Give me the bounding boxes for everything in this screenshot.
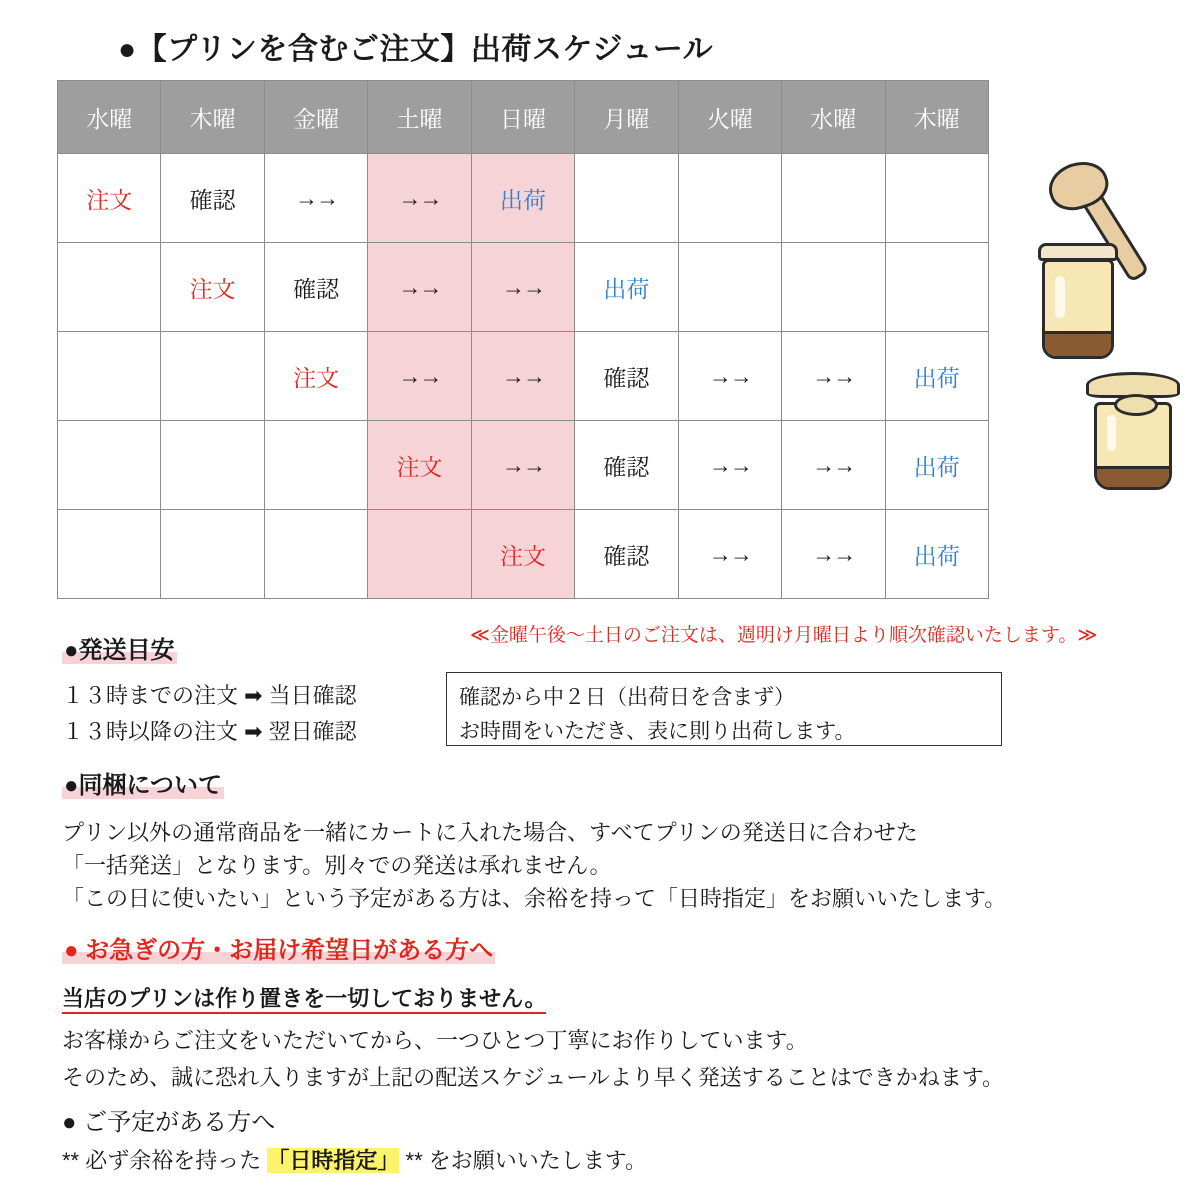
table-header-row xyxy=(58,81,989,154)
shipping-guide-line-1: １３時までの注文 ➡ 当日確認 xyxy=(62,683,357,708)
table-cell: →→ xyxy=(782,332,885,421)
table-cell: 確認 xyxy=(575,332,678,421)
table-cell xyxy=(678,243,781,332)
section-heading-text: ●発送目安 xyxy=(64,637,175,664)
table-cell: 確認 xyxy=(575,421,678,510)
table-cell: 確認 xyxy=(575,510,678,599)
table-cell xyxy=(58,243,161,332)
pudding-jar-caramel xyxy=(1043,331,1114,358)
hurry-emphasis-text: 当店のプリンは作り置きを一切しておりません。 xyxy=(62,986,546,1014)
bundling-line-3: 「この日に使いたい」という予定がある方は、余裕を持って「日時指定」をお願いいたします。 xyxy=(62,886,1007,911)
table-cell: 出荷 xyxy=(885,421,989,510)
table-cell xyxy=(782,243,885,332)
table-cell: 出荷 xyxy=(575,243,678,332)
table-cell xyxy=(58,332,161,421)
table-cell: →→ xyxy=(471,243,574,332)
table-cell xyxy=(575,154,678,243)
plan-line xyxy=(62,1143,647,1179)
table-row xyxy=(58,510,989,599)
table-cell xyxy=(264,510,367,599)
table-cell xyxy=(678,154,781,243)
table-cell: →→ xyxy=(368,332,471,421)
table-cell: 出荷 xyxy=(471,154,574,243)
pudding-jar-shine xyxy=(1055,276,1065,318)
pudding-jar-icon xyxy=(1032,243,1124,363)
pudding-jar-lid xyxy=(1038,243,1118,261)
table-row xyxy=(58,154,989,243)
table-cell xyxy=(161,332,264,421)
pudding-jar-cloth-caramel xyxy=(1095,466,1172,489)
table-row xyxy=(58,243,989,332)
plan-line-prefix: ** 必ず余裕を持った xyxy=(62,1148,262,1173)
table-cell: →→ xyxy=(678,510,781,599)
table-cell: 確認 xyxy=(264,243,367,332)
table-cell: 注文 xyxy=(368,421,471,510)
table-cell xyxy=(58,510,161,599)
shipping-schedule-table xyxy=(57,80,989,599)
hurry-emphasis xyxy=(62,981,546,1017)
table-cell: 出荷 xyxy=(885,510,989,599)
table-cell xyxy=(368,510,471,599)
table-cell xyxy=(58,421,161,510)
column-header: 土曜 xyxy=(368,81,471,154)
table-cell: 注文 xyxy=(471,510,574,599)
table-cell xyxy=(885,154,989,243)
shipping-guide-line-2: １３時以降の注文 ➡ 翌日確認 xyxy=(62,719,357,745)
column-header: 木曜 xyxy=(885,81,989,154)
pudding-jar-body xyxy=(1042,259,1114,359)
shipping-guide-box-line-1: 確認から中２日（出荷日を含まず） xyxy=(459,686,795,709)
table-cell: →→ xyxy=(782,510,885,599)
table-row xyxy=(58,421,989,510)
section-heading-bundling xyxy=(62,765,224,800)
section-heading-hurry xyxy=(62,930,495,965)
schedule-note: ≪金曜午後～土日のご注文は、週明け月曜日より順次確認いたします。≫ xyxy=(470,625,1098,646)
table-cell: →→ xyxy=(678,421,781,510)
column-header: 木曜 xyxy=(161,81,264,154)
page-title: ●【プリンを含むご注文】出荷スケジュール xyxy=(118,33,714,66)
column-header: 月曜 xyxy=(575,81,678,154)
bundling-line-1: プリン以外の通常商品を一緒にカートに入れた場合、すべてプリンの発送日に合わせた xyxy=(62,820,918,845)
table-cell xyxy=(161,510,264,599)
table-cell: →→ xyxy=(264,154,367,243)
section-heading-text: ●同梱について xyxy=(64,772,223,799)
shipping-guide-lines xyxy=(62,678,357,751)
table-cell: 注文 xyxy=(58,154,161,243)
table-row xyxy=(58,332,989,421)
shipping-guide-box xyxy=(446,672,1002,746)
table-cell: →→ xyxy=(782,421,885,510)
column-header: 金曜 xyxy=(264,81,367,154)
section-heading-plan: ● ご予定がある方へ xyxy=(62,1109,276,1136)
table-cell: →→ xyxy=(471,421,574,510)
table-cell xyxy=(782,154,885,243)
table-cell xyxy=(885,243,989,332)
plan-line-suffix: ** をお願いいたします。 xyxy=(405,1148,647,1173)
pudding-jar-ribbon xyxy=(1114,394,1158,416)
table-cell xyxy=(264,421,367,510)
table-cell: 確認 xyxy=(161,154,264,243)
hurry-line-2: そのため、誠に恐れ入りますが上記の配送スケジュールより早く発送することはできかねます。 xyxy=(62,1065,1005,1090)
table-cell: 出荷 xyxy=(885,332,989,421)
plan-line-highlight: 「日時指定」 xyxy=(267,1148,400,1173)
table-cell: →→ xyxy=(678,332,781,421)
column-header: 日曜 xyxy=(471,81,574,154)
table-cell: 注文 xyxy=(161,243,264,332)
shipping-guide-box-line-2: お時間をいただき、表に則り出荷します。 xyxy=(459,719,856,743)
pudding-jar-cloth-shine xyxy=(1107,415,1116,451)
section-heading-text: ● お急ぎの方・お届け希望日がある方へ xyxy=(64,937,494,964)
bundling-line-2: 「一括発送」となります。別々での発送は承れません。 xyxy=(62,853,612,878)
table-cell xyxy=(161,421,264,510)
table-cell: →→ xyxy=(368,154,471,243)
table-cell: 注文 xyxy=(264,332,367,421)
table-cell: →→ xyxy=(368,243,471,332)
column-header: 火曜 xyxy=(678,81,781,154)
column-header: 水曜 xyxy=(58,81,161,154)
hurry-line-1: お客様からご注文をいただいてから、一つひとつ丁寧にお作りしています。 xyxy=(62,1028,808,1053)
section-heading-shipping-guide xyxy=(62,630,177,665)
column-header: 水曜 xyxy=(782,81,885,154)
pudding-jar-cloth-icon xyxy=(1082,372,1184,496)
table-cell: →→ xyxy=(471,332,574,421)
